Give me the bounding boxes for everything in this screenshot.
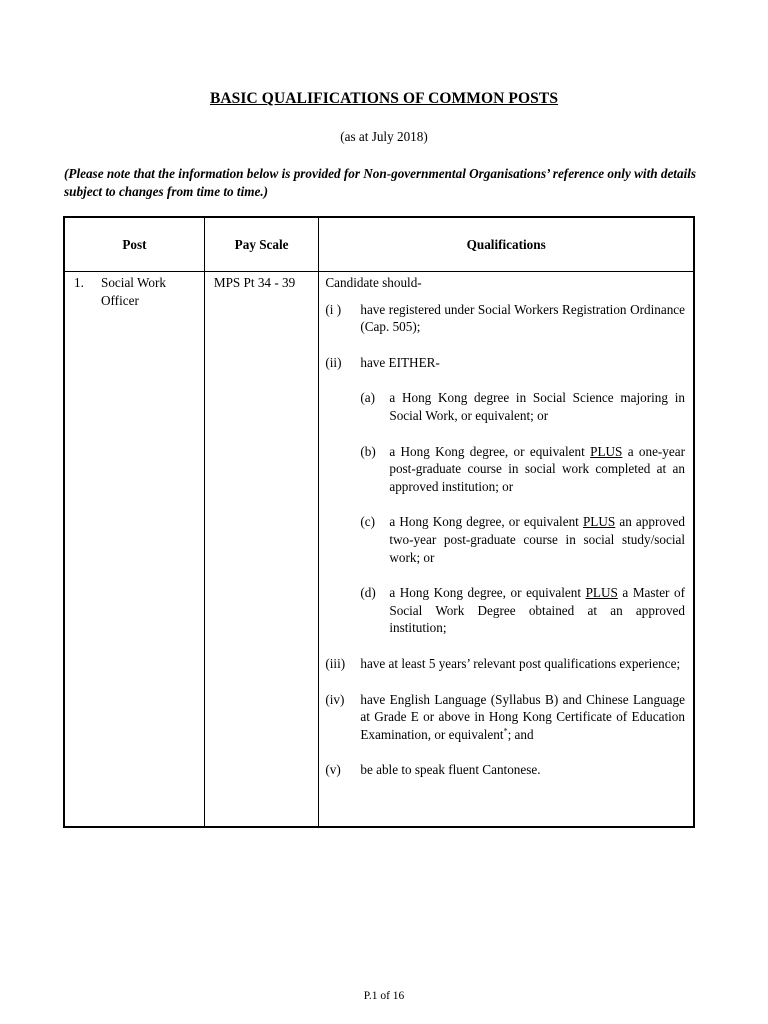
table-header-row — [64, 217, 694, 272]
plus-emphasis: PLUS — [590, 443, 623, 459]
pay-scale-value: MPS Pt 34 - 39 — [213, 275, 296, 290]
qualification-item-i — [325, 301, 685, 336]
page-number: P.1 of 16 — [363, 990, 405, 1002]
subitem-text — [389, 513, 685, 566]
subitem-text-post: a Master of Social Work Degree obtained at an approved institution; — [389, 585, 685, 636]
document-date: (as at July 2018) — [340, 129, 428, 144]
subitem-text — [389, 584, 685, 637]
header-pay-scale: Pay Scale — [204, 217, 319, 272]
subitem-text-post: an approved two-year post-graduate course in social study/social work; or — [389, 514, 685, 565]
qualifications-cell — [319, 272, 694, 828]
row-number: 1. — [74, 275, 84, 290]
item-text — [360, 691, 685, 744]
plus-emphasis: PLUS — [585, 585, 618, 601]
subitem-marker: (c) — [360, 514, 375, 530]
disclaimer-note: (Please note that the information below is provided for Non-governmental Organisations’ reference only with details subject to changes from time to time.) — [64, 166, 697, 199]
post-cell — [64, 272, 204, 828]
subitem-text: a Hong Kong degree in Social Science majoring in Social Work, or equivalent; or — [389, 390, 685, 423]
subitem-marker: (b) — [360, 443, 376, 459]
qualifications-table — [63, 216, 695, 828]
subitem-text — [389, 443, 685, 496]
qualification-subitem-a — [360, 389, 685, 424]
document-title: BASIC QUALIFICATIONS OF COMMON POSTS — [209, 90, 559, 107]
qualification-subitem-b — [360, 443, 685, 496]
item-marker: (i ) — [325, 301, 342, 317]
subitem-text-pre: a Hong Kong degree, or equivalent — [389, 585, 586, 601]
item-text: have registered under Social Workers Registration Ordinance (Cap. 505); — [360, 301, 685, 335]
item-text-post: ; and — [507, 726, 534, 742]
subitem-text-pre: a Hong Kong degree, or equivalent — [389, 514, 583, 530]
header-post: Post — [64, 217, 204, 272]
header-qualifications: Qualifications — [319, 217, 694, 272]
subitem-marker: (d) — [360, 585, 376, 601]
item-text: have at least 5 years’ relevant post qualifications experience; — [360, 655, 681, 671]
item-marker: (ii) — [325, 354, 342, 370]
item-marker: (iv) — [325, 691, 345, 707]
post-name: Social Work Officer — [101, 275, 166, 308]
plus-emphasis: PLUS — [582, 514, 616, 530]
subitem-text-post: a one-year post-graduate course in social work completed at an approved institution; or — [389, 443, 686, 494]
qualification-item-v — [325, 761, 685, 779]
subitem-marker: (a) — [360, 390, 375, 406]
item-text-pre: have English Language (Syllabus B) and Chinese Language at Grade E or above in Hong Kong Certificate of Education Examination, or equivalent — [360, 691, 685, 742]
item-marker: (iii) — [325, 655, 346, 671]
item-text: have EITHER- — [360, 354, 440, 370]
qualifications-intro: Candidate should- — [325, 275, 422, 290]
qualification-subitem-d — [360, 584, 685, 637]
qualification-item-ii — [325, 354, 685, 372]
qualification-subitem-c — [360, 513, 685, 566]
subitem-text-pre: a Hong Kong degree, or equivalent — [389, 443, 591, 459]
qualification-item-iv — [325, 691, 685, 744]
footnote-marker: * — [503, 726, 508, 736]
table-row — [64, 272, 694, 828]
item-text: be able to speak fluent Cantonese. — [360, 762, 541, 778]
item-marker: (v) — [325, 762, 341, 778]
pay-scale-cell — [204, 272, 319, 828]
qualification-item-iii — [325, 655, 685, 673]
